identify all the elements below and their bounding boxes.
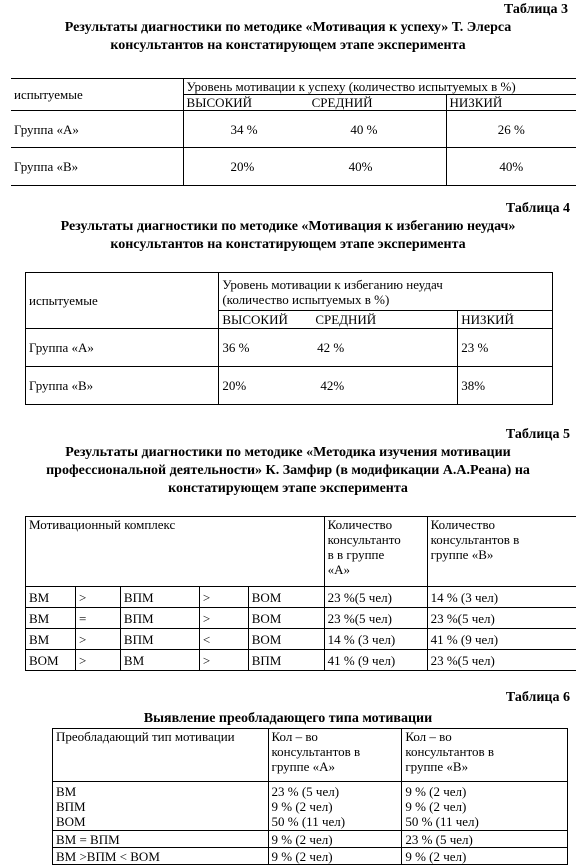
table-5-b: 14 % (3 чел) [427, 587, 576, 608]
table-5-c1: ВМ [26, 629, 76, 650]
table-6-header-a-line: консультантов в [271, 744, 361, 759]
table-6-header-type: Преобладающий тип мотивации [53, 729, 269, 782]
table-6-header-a-line: группе «А» [271, 759, 335, 774]
table-row [11, 111, 576, 148]
table-3-header-mid: СРЕДНИЙ [311, 95, 373, 110]
table-6 [52, 728, 568, 865]
table-6-a: 50 % (11 чел) [271, 813, 346, 829]
table-4-header-subject: испытуемые [26, 273, 219, 329]
table-4-mid: 42% [320, 378, 345, 393]
table-6-header-b [402, 729, 568, 782]
table-5-number: Таблица 5 [505, 427, 570, 442]
table-5-c3: ВОМ [248, 587, 324, 608]
table-row [53, 831, 568, 848]
table-6-a-values [268, 782, 402, 831]
table-4-header-level [219, 273, 553, 311]
table-4-high: 36 % [222, 340, 250, 355]
table-3-high-mid [183, 111, 446, 148]
table-6-a: 9 % (2 чел) [268, 848, 402, 865]
table-3-group: Группа «В» [11, 148, 183, 186]
table-5-o2: < [199, 629, 248, 650]
table-6-type: ВМ >ВПМ < ВОМ [53, 848, 269, 865]
table-6-b: 23 % (5 чел) [402, 831, 568, 848]
table-5-a: 14 % (3 чел) [324, 629, 427, 650]
table-4 [25, 272, 553, 405]
table-4-header-level-line: Уровень мотивации к избеганию неудач [222, 276, 443, 292]
table-3-header-level: Уровень мотивации к успеху (количество испытуемых в %) [183, 79, 576, 95]
table-4-header-high-mid [219, 311, 458, 329]
table-5-c2: ВПМ [120, 629, 199, 650]
table-row [26, 629, 576, 650]
table-5-c1: ВОМ [26, 650, 76, 671]
table-3-low: 26 % [446, 111, 576, 148]
table-5-o2: > [199, 608, 248, 629]
table-5-o1: > [75, 587, 120, 608]
table-5-header-a-line: консультанто [327, 532, 401, 547]
table-3-high-mid [183, 148, 446, 186]
table-5-b: 23 %(5 чел) [427, 608, 576, 629]
table-row [26, 650, 576, 671]
table-5-header-b-line: группе «В» [430, 547, 494, 562]
table-row [26, 587, 576, 608]
table-5-b: 41 % (9 чел) [427, 629, 576, 650]
table-row [26, 608, 576, 629]
table-4-header-level-line: (количество испытуемых в %) [222, 291, 390, 307]
table-5-a: 23 %(5 чел) [324, 608, 427, 629]
table-3-low: 40% [446, 148, 576, 186]
table-6-header-b-line: консультантов в [405, 744, 494, 759]
table-6-header-a [268, 729, 402, 782]
table-4-group: Группа «А» [26, 329, 219, 367]
table-5-title-line: профессиональной деятельности» К. Замфир (в модификации А.А.Реана) на [46, 463, 530, 478]
table-3-group: Группа «А» [11, 111, 183, 148]
table-3-header-high: ВЫСОКИЙ [186, 95, 253, 110]
table-5-title-line: Результаты диагностики по методике «Методика изучения мотивации [65, 445, 511, 460]
table-5-a: 41 % (9 чел) [324, 650, 427, 671]
table-5-c3: ВОМ [248, 608, 324, 629]
table-5-c2: ВМ [120, 650, 199, 671]
table-5-c3: ВОМ [248, 629, 324, 650]
table-6-type: ВОМ [56, 813, 86, 829]
table-5-o1: > [75, 650, 120, 671]
table-3-high: 20% [230, 159, 255, 174]
table-4-group: Группа «В» [26, 367, 219, 405]
table-5-c1: ВМ [26, 608, 76, 629]
table-3-title-line: консультантов на констатирующем этапе эксперимента [110, 38, 466, 53]
table-5-a: 23 %(5 чел) [324, 587, 427, 608]
table-4-title-line: Результаты диагностики по методике «Мотивация к избеганию неудач» [60, 219, 516, 234]
table-5-header-a-line: в в группе [327, 547, 385, 562]
table-6-a: 9 % (2 чел) [271, 798, 333, 814]
table-6-title: Выявление преобладающего типа мотивации [143, 711, 433, 726]
table-3-header-low: НИЗКИЙ [446, 95, 576, 111]
table-5 [25, 516, 576, 671]
table-3-high: 34 % [230, 121, 258, 137]
table-5-o1: = [75, 608, 120, 629]
table-6-header-b-line: группе «В» [405, 759, 469, 774]
table-6-b: 9 % (2 чел) [405, 783, 467, 799]
table-5-c2: ВПМ [120, 608, 199, 629]
table-5-c1: ВМ [26, 587, 76, 608]
table-row [26, 367, 553, 405]
table-6-header-b-line: Кол – во [405, 729, 452, 744]
table-4-low: 23 % [458, 329, 553, 367]
table-4-title-line: консультантов на констатирующем этапе эксперимента [110, 237, 466, 252]
table-6-b: 9 % (2 чел) [405, 798, 467, 814]
table-row [53, 782, 568, 831]
table-6-b: 9 % (2 чел) [402, 848, 568, 865]
table-4-header-mid: СРЕДНИЙ [315, 312, 377, 327]
table-5-o2: > [199, 650, 248, 671]
table-6-type: ВПМ [56, 798, 86, 814]
table-6-types [53, 782, 269, 831]
table-3-mid: 40 % [350, 121, 378, 137]
table-5-header-b [427, 517, 576, 587]
table-6-type: ВМ [56, 783, 77, 799]
table-4-mid: 42 % [317, 340, 345, 355]
table-4-low: 38% [458, 367, 553, 405]
table-6-b: 50 % (11 чел) [405, 813, 479, 829]
table-4-title [0, 218, 576, 254]
table-6-number: Таблица 6 [505, 690, 570, 705]
table-3-header-subject: испытуемые [11, 79, 183, 111]
table-5-header-b-line: Количество [430, 517, 496, 532]
table-5-b: 23 %(5 чел) [427, 650, 576, 671]
table-row [11, 148, 576, 186]
table-4-number: Таблица 4 [505, 201, 570, 216]
table-5-o1: > [75, 629, 120, 650]
table-row [26, 329, 553, 367]
table-3-header-high-mid [183, 95, 446, 111]
table-3-title [0, 19, 576, 55]
table-4-header-low: НИЗКИЙ [458, 311, 553, 329]
table-5-c3: ВПМ [248, 650, 324, 671]
table-5-c2: ВПМ [120, 587, 199, 608]
table-5-o2: > [199, 587, 248, 608]
table-3-mid: 40% [348, 159, 373, 174]
table-6-a: 23 % (5 чел) [271, 783, 340, 799]
table-4-high: 20% [222, 378, 247, 393]
table-5-header-a [324, 517, 427, 587]
table-5-title-line: констатирующем этапе эксперимента [168, 481, 408, 496]
table-4-high-mid [219, 367, 458, 405]
table-4-header-high: ВЫСОКИЙ [222, 312, 288, 327]
table-5-header-a-line: Количество [327, 517, 393, 532]
table-3 [11, 78, 576, 186]
table-4-high-mid [219, 329, 458, 367]
table-5-header-a-line: «А» [327, 562, 351, 577]
table-6-a: 9 % (2 чел) [268, 831, 402, 848]
table-5-header-complex: Мотивационный комплекс [26, 517, 325, 587]
table-5-header-b-line: консультантов в [430, 532, 520, 547]
table-row [53, 848, 568, 865]
table-3-title-line: Результаты диагностики по методике «Мотивация к успеху» Т. Элерса [64, 20, 512, 35]
table-6-header-a-line: Кол – во [271, 729, 318, 744]
table-6-b-values [402, 782, 568, 831]
table-6-type: ВМ = ВПМ [53, 831, 269, 848]
table-3-number: Таблица 3 [503, 2, 568, 17]
table-5-title [0, 444, 576, 498]
